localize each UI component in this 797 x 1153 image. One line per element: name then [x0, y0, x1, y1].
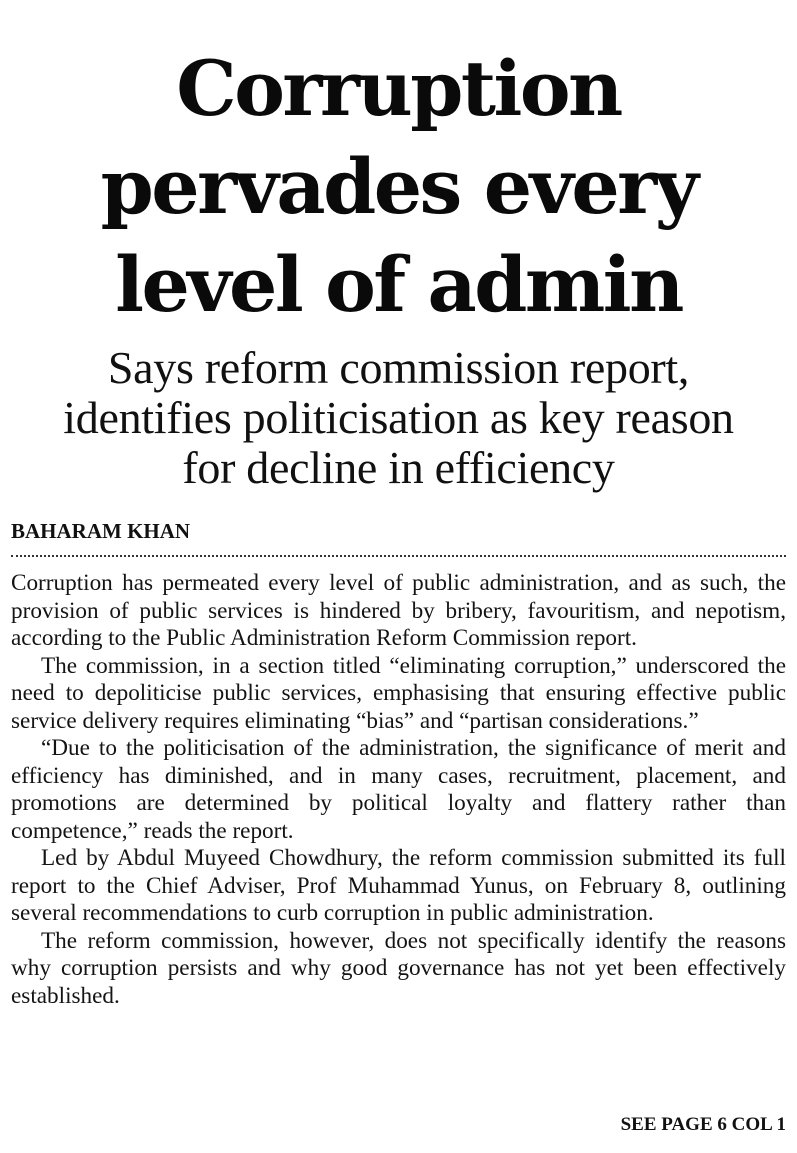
subheadline-line: identifies politicisation as key reason — [63, 392, 734, 443]
article-body — [11, 570, 786, 1010]
body-paragraph: “Due to the politicisation of the administration, the significance of merit and efficiency has diminished, and in many cases, recruitment, placement, and promotions are determined by political loyalty and flattery rather than competence,” reads the report. — [11, 735, 786, 844]
headline-line: Corruption — [176, 44, 621, 133]
body-paragraph: Corruption has permeated every level of public administration, and as such, the provision of public services is hindered by bribery, favouritism, and nepotism, according to the Public Administration Reform Commission report. — [11, 570, 786, 651]
headline-line: pervades every — [100, 142, 697, 231]
body-paragraph: The reform commission, however, does not specifically identify the reasons why corruption persists and why good governance has not yet been effectively established. — [11, 927, 786, 1009]
byline: BAHARAM KHAN — [11, 519, 191, 543]
headline — [0, 40, 797, 334]
headline-line: level of admin — [115, 240, 682, 329]
continuation-note: SEE PAGE 6 COL 1 — [620, 1114, 786, 1135]
body-paragraph: The commission, in a section titled “eliminating corruption,” underscored the need to depoliticise public services, emphasising that ensuring effective public service delivery requires eliminating “bias” and “partisan considerations.” — [11, 652, 786, 734]
subheadline-line: Says reform commission report, — [107, 342, 690, 393]
dotted-divider — [11, 555, 786, 557]
subheadline — [0, 343, 797, 493]
subheadline-line: for decline in efficiency — [182, 442, 615, 493]
body-paragraph: Led by Abdul Muyeed Chowdhury, the reform commission submitted its full report to the Chief Adviser, Prof Muhammad Yunus, on February 8, outlining several recommendations to curb corruption in public administration. — [11, 845, 786, 926]
